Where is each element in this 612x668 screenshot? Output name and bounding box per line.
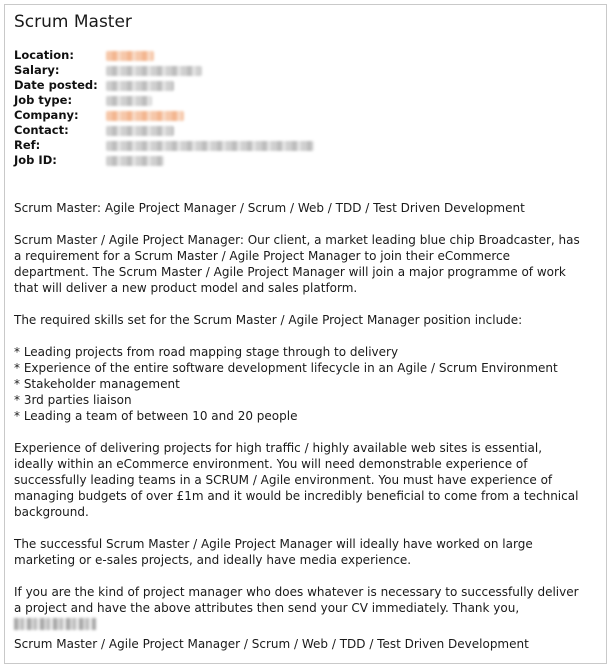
redacted-salary bbox=[106, 66, 202, 76]
experience-paragraph: Experience of delivering projects for high traffic / highly available web sites is essential, ideally within an eCommerce environment. You will need demonstrable experience of successfully leading teams in a SCRUM / Agile environment. You must have experience of managing budgets of over £1m and it would be incredibly beneficial to come from a technical background. bbox=[14, 441, 579, 519]
meta-salary-label: Salary: bbox=[14, 63, 60, 77]
job-headline: Scrum Master: Agile Project Manager / Scrum / Web / TDD / Test Driven Development bbox=[14, 201, 525, 215]
closing-paragraph bbox=[14, 584, 584, 632]
skill-item: * 3rd parties liaison bbox=[14, 393, 132, 407]
meta-contact bbox=[14, 123, 314, 138]
closing-text: If you are the kind of project manager who does whatever is necessary to successfully deliver a project and have the above attributes then send your CV immediately. Thank you, bbox=[14, 585, 579, 615]
redacted-job-type bbox=[106, 96, 152, 106]
meta-location bbox=[14, 48, 314, 63]
skills-intro: The required skills set for the Scrum Master / Agile Project Manager position include: bbox=[14, 313, 523, 327]
job-meta bbox=[14, 48, 314, 168]
skill-item: * Experience of the entire software development lifecycle in an Agile / Scrum Environment bbox=[14, 361, 558, 375]
meta-ref bbox=[14, 138, 314, 153]
job-intro-paragraph: Scrum Master / Agile Project Manager: Our client, a market leading blue chip Broadcaster, has a requirement for a Scrum Master / Agile Project Manager to join their eCommerce department. The Scrum Master / Agile Project Manager will join a major programme of work that will deliver a new product model and sales platform. bbox=[14, 233, 580, 295]
meta-company bbox=[14, 108, 314, 123]
job-footer-keywords: Scrum Master / Agile Project Manager / Scrum / Web / TDD / Test Driven Development bbox=[14, 637, 529, 651]
redacted-location bbox=[106, 51, 154, 61]
meta-date-posted bbox=[14, 78, 314, 93]
redacted-contact bbox=[106, 126, 174, 136]
meta-job-id bbox=[14, 153, 314, 168]
skill-item: * Leading a team of between 10 and 20 people bbox=[14, 409, 298, 423]
ideal-candidate-paragraph: The successful Scrum Master / Agile Project Manager will ideally have worked on large marketing or e-sales projects, and ideally have media experience. bbox=[14, 537, 533, 567]
meta-job-id-label: Job ID: bbox=[14, 153, 57, 167]
meta-contact-label: Contact: bbox=[14, 123, 69, 137]
meta-job-type bbox=[14, 93, 314, 108]
skill-item: * Leading projects from road mapping stage through to delivery bbox=[14, 345, 399, 359]
meta-company-label: Company: bbox=[14, 108, 79, 122]
job-title: Scrum Master bbox=[14, 12, 132, 32]
meta-job-type-label: Job type: bbox=[14, 93, 73, 107]
job-description bbox=[14, 200, 584, 632]
redacted-date-posted bbox=[106, 81, 174, 91]
meta-date-posted-label: Date posted: bbox=[14, 78, 98, 92]
meta-location-label: Location: bbox=[14, 48, 74, 62]
skill-item: * Stakeholder management bbox=[14, 377, 180, 391]
redacted-job-id bbox=[106, 156, 164, 166]
meta-salary bbox=[14, 63, 314, 78]
redacted-signature bbox=[14, 618, 96, 630]
redacted-ref bbox=[106, 141, 314, 151]
redacted-company bbox=[106, 111, 184, 121]
meta-ref-label: Ref: bbox=[14, 138, 41, 152]
